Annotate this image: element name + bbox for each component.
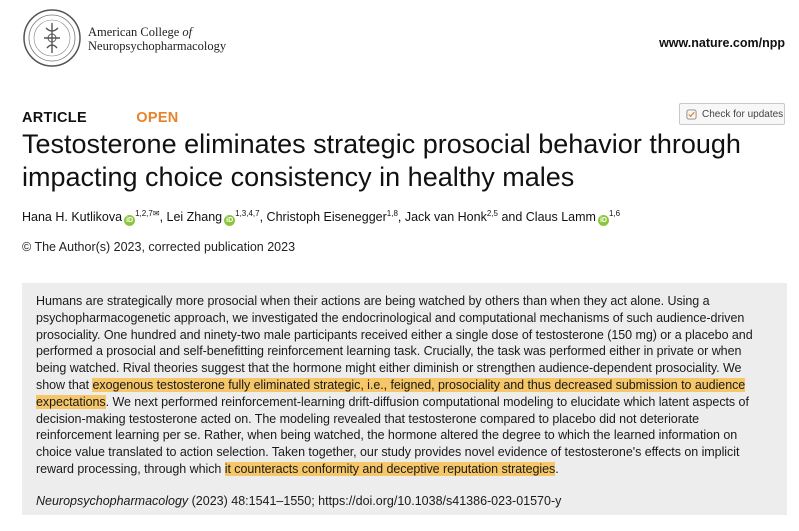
author-name[interactable]: Christoph Eisenegger (266, 210, 387, 224)
author-affiliation: 1,8 (386, 208, 398, 218)
citation (36, 494, 773, 508)
article-title: Testosterone eliminates strategic prosocial behavior through impacting choice consistency in healthy males (22, 129, 741, 192)
abstract-box (22, 283, 787, 515)
journal-name: Neuropsychopharmacology (36, 493, 189, 508)
author-name[interactable]: Claus Lamm (525, 210, 596, 224)
article-type-row (22, 110, 179, 126)
email-icon[interactable]: ✉ (152, 208, 160, 218)
open-access-label: OPEN (136, 110, 179, 126)
site-url[interactable]: www.nature.com/npp (659, 36, 785, 50)
orcid-icon[interactable]: iD (226, 217, 234, 224)
author-name[interactable]: Hana H. Kutlikova (22, 210, 123, 224)
author-affiliation: 1,3,4,7 (235, 208, 260, 218)
acnp-seal-logo (22, 8, 82, 68)
copyright-notice: © The Author(s) 2023, corrected publication 2023 (22, 240, 296, 254)
abstract-text: Humans are strategically more prosocial when their actions are being watched by others than when they act alone. Using a psychopharmacogenetic approach, we investigated the endocrinological and computational mechanisms of such audience-driven prosociality. One hundred and ninety-two male participants received either a single dose of testosterone (150 mg) or a placebo and performed a prosocial and self-benefitting reinforcement learning task. Crucially, the task was performed either in private or when being watched. Rival theories suggest that the hormone might either diminish or strengthen audience-dependent prosociality. We show that exogenous testosterone fully eliminated strategic, i.e., feigned, prosociality and thus decreased submission to audience expectations. We next performed reinforcement-learning drift-diffusion computational modeling to elucidate which latent aspects of decision-making testosterone acted on. The modeling revealed that testosterone compared to placebo did not deteriorate reinforcement learning per se. Rather, when being watched, the hormone altered the degree to which the learned information on choice value translated to action selection. Taken together, our study provides novel evidence of testosterone's effects on implicit reward processing, through which it counteracts conformity and deceptive reputation strategies. (36, 294, 753, 476)
brand-name: American College of Neuropsychopharmacology (88, 25, 227, 53)
author-name[interactable]: Jack van Honk (404, 210, 487, 224)
author-affiliation: 1,2,7 (135, 208, 153, 218)
author-affiliation: 2,5 (486, 208, 498, 218)
citation-details[interactable]: (2023) 48:1541–1550; https://doi.org/10.1038/s41386-023-01570-y (188, 493, 562, 508)
orcid-icon[interactable]: iD (599, 217, 607, 224)
check-for-updates-button[interactable] (679, 103, 785, 125)
abstract-highlight: it counteracts conformity and deceptive reputation strategies (224, 461, 556, 476)
author-affiliation: 1,6 (608, 208, 621, 218)
orcid-icon[interactable]: iD (126, 217, 134, 224)
check-updates-label: Check for updates (702, 108, 784, 120)
abstract-highlight: exogenous testosterone fully eliminated strategic, i.e., feigned, prosociality and thus decreased submission to audience expectations (36, 377, 746, 409)
author-list: Hana H. Kutlikova $iD^{1,2,7✉}$, Lei Zhang iD$^{1,3,4,7}$, Christoph Eisenegger$^{1,8}$, Jack van Honk$^{2,5}$ and Claus Lamm iD$^{1,6}$ (22, 208, 621, 224)
article-type: ARTICLE (22, 110, 87, 126)
check-updates-icon (686, 109, 697, 120)
author-name[interactable]: Lei Zhang (166, 210, 223, 224)
